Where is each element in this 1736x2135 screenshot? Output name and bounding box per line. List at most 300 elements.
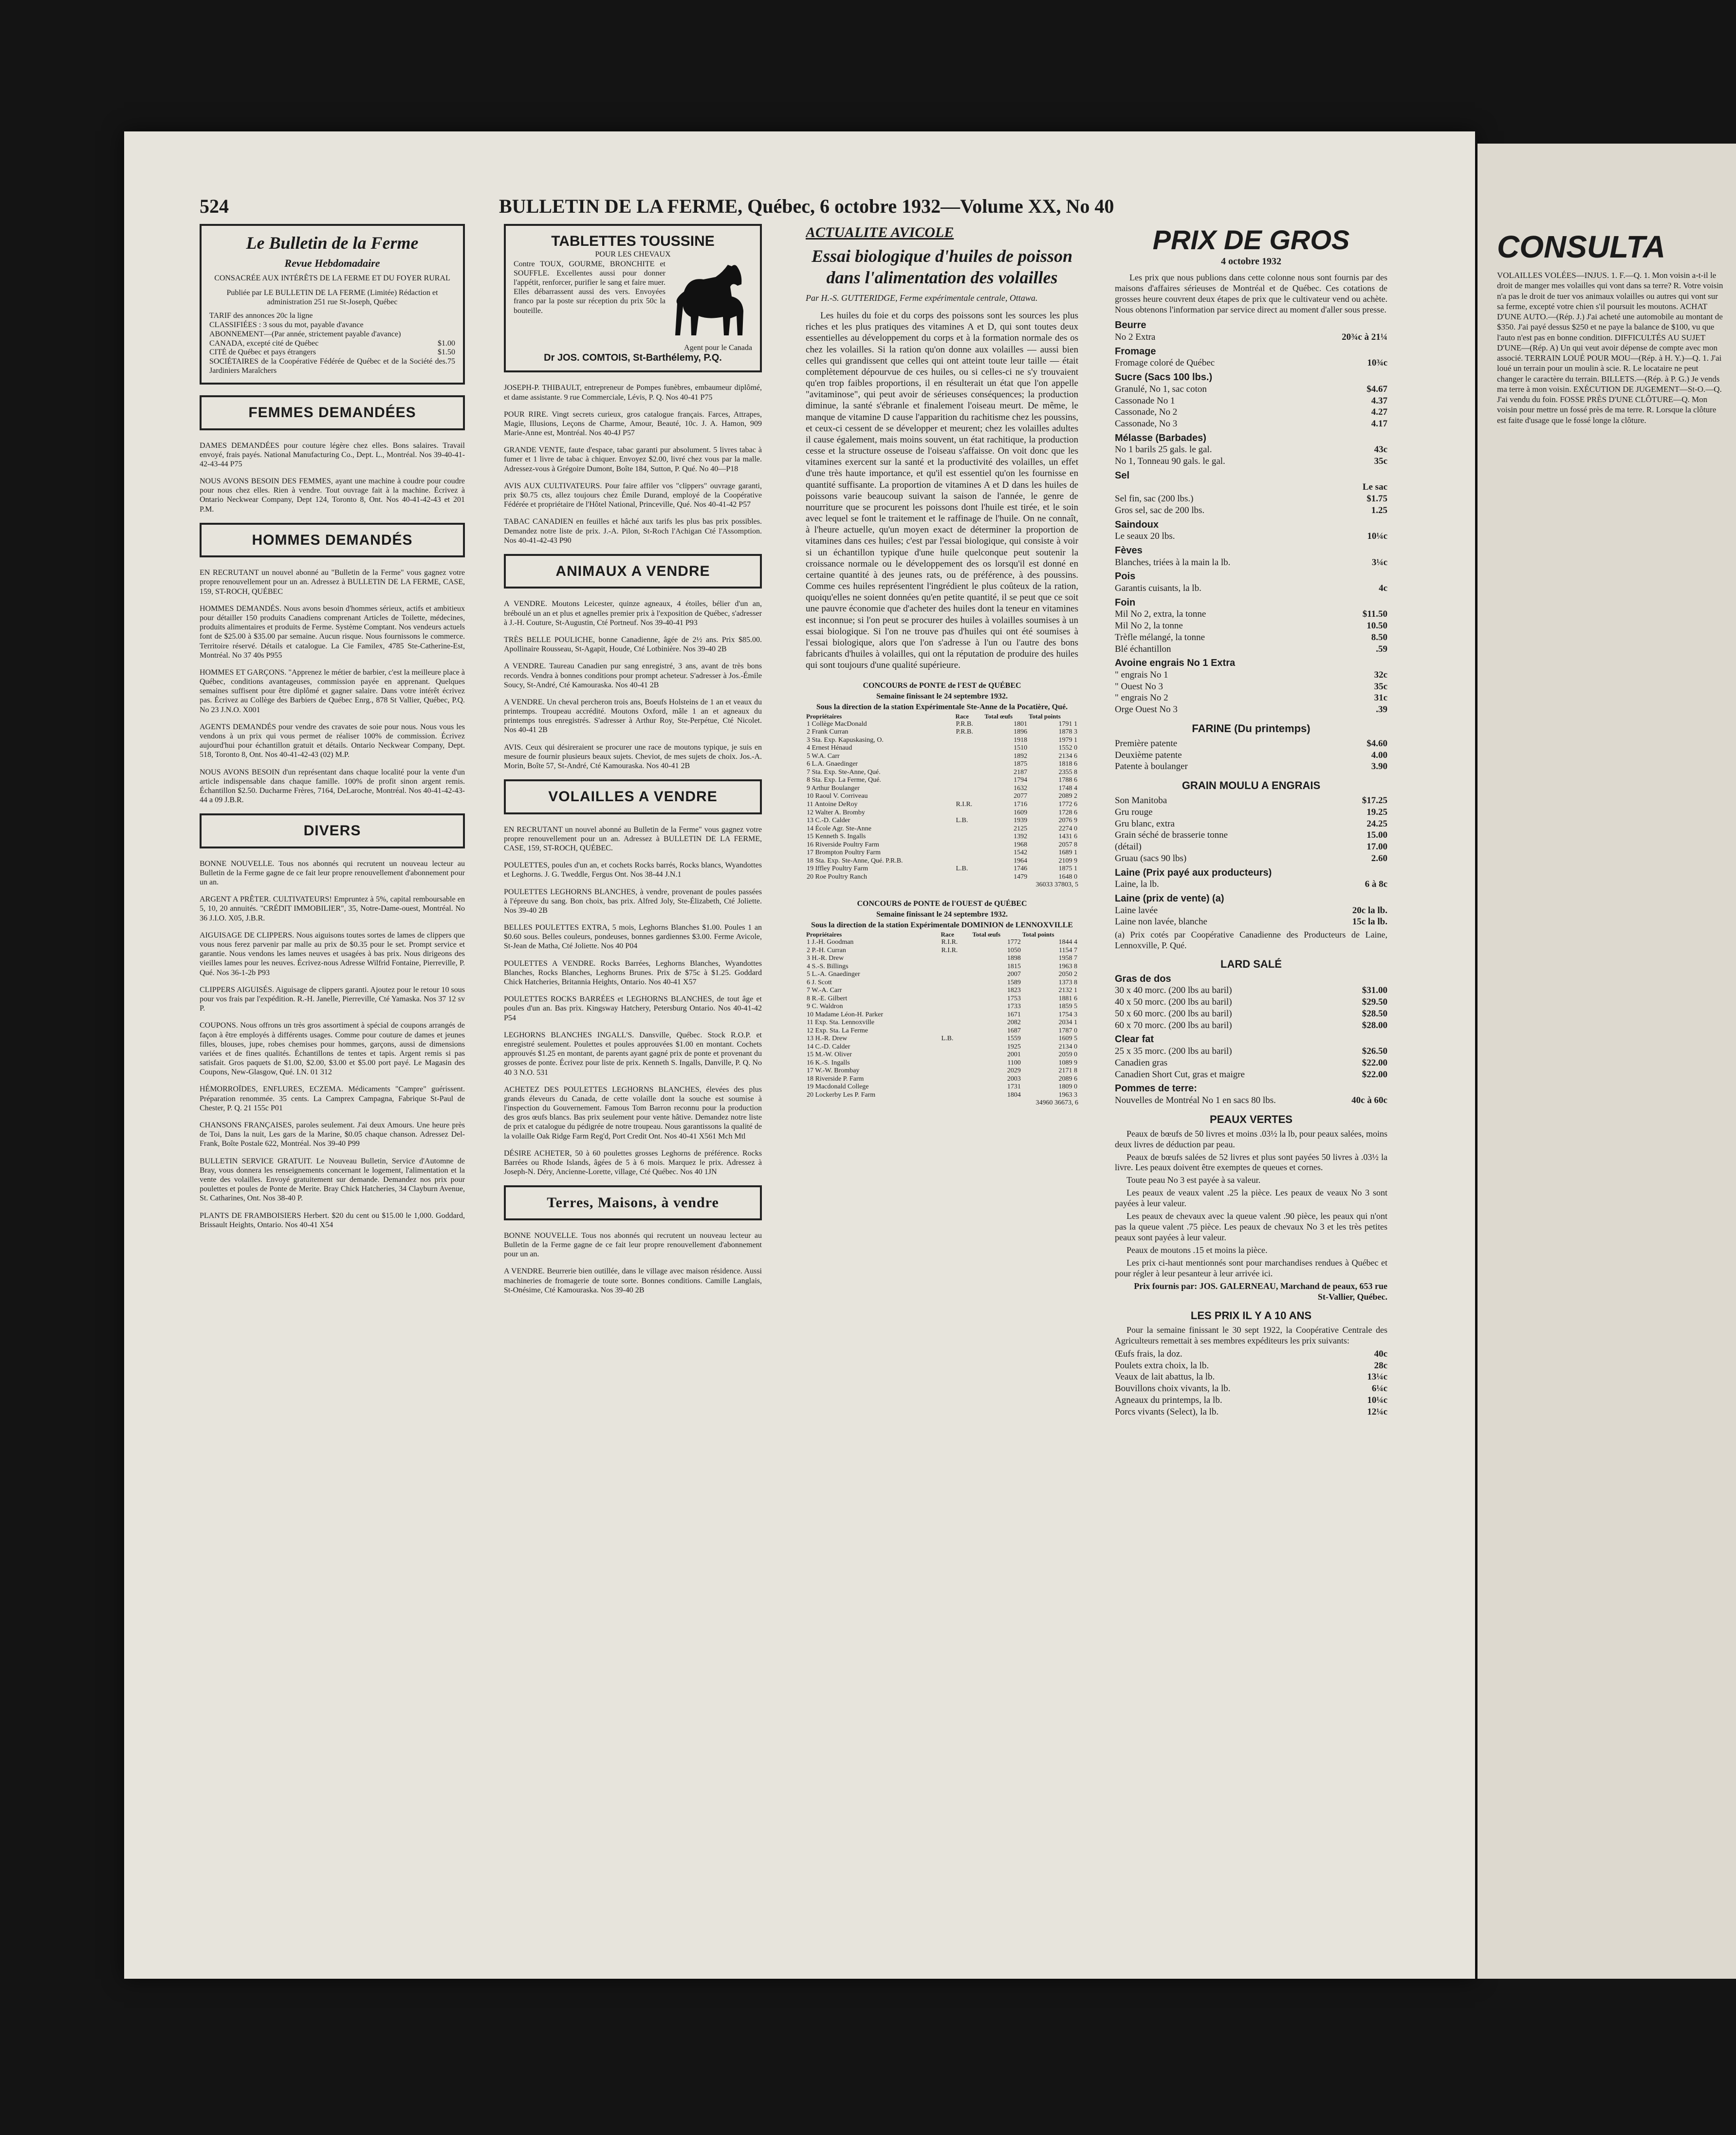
price-item: No 1 barils 25 gals. le gal.	[1115, 444, 1212, 455]
table-row	[806, 987, 1078, 995]
price-line	[1115, 829, 1387, 841]
table-cell: 2125	[1014, 825, 1028, 832]
table-row	[806, 1075, 1078, 1084]
column-header: Total œufs	[984, 712, 1013, 720]
table-row	[806, 809, 1078, 817]
lard-sub: Gras de dos	[1115, 973, 1171, 984]
table-cell	[940, 1091, 972, 1100]
classified-ad: TRÈS BELLE POULICHE, bonne Canadienne, âgée de 2½ ans. Prix $85.00. Apollinaire Rousseau, St-Agapit, Houde, Cté Lotbinière. Nos 39-40 2B	[504, 635, 762, 654]
table-cell	[940, 1051, 972, 1059]
classified-ad: BELLES POULETTES EXTRA, 5 mois, Leghorns Blanches $1.00. Poules 1 an $0.60 sous. Belles couleurs, pondeuses, bonnes gardiennes $3.00. Ferme Avicole, St-Jean de Matha, Cté Joliette. Nos 40 P04	[504, 923, 762, 951]
table-cell	[955, 825, 984, 833]
fournisseur: Prix fournis par: JOS. GALERNEAU, Marchand de peaux, 653 rue St-Vallier, Québec.	[1134, 1281, 1387, 1302]
table-cell	[955, 753, 984, 761]
table-cell	[940, 1003, 972, 1011]
table-cell	[955, 873, 984, 882]
lard-list	[1115, 985, 1387, 1031]
price-value: $4.60	[1367, 738, 1387, 749]
table-cell: 11 Exp. Sta. Lennoxville	[807, 1019, 875, 1027]
table-cell	[955, 792, 984, 801]
masthead-publisher: Publiée par LE BULLETIN DE LA FERME (Limitée) Rédaction et administration 251 rue St-Joseph, Québec	[226, 288, 438, 306]
price-category: Saindoux	[1115, 519, 1159, 530]
rate-label: TARIF des annonces 20c la ligne	[209, 311, 313, 320]
classified-ad: NOUS AVONS BESOIN d'un représentant dans chaque localité pour la vente d'un article indispensable dans chaque famille. 100% de profit sinon argent remis. Échantillon $2.50. Ducharme Frères, 7164, DeLaroche, Montréal. Nos 40-41-42-43-44 a 09 J.B.R.	[200, 768, 465, 805]
table-cell: 1753	[1007, 994, 1021, 1002]
price-item: Cassonade, No 3	[1115, 419, 1178, 429]
table-cell: 3 Sta. Exp. Kapuskasing, O.	[807, 736, 884, 744]
table-row	[806, 1027, 1078, 1035]
price-line	[1115, 1020, 1387, 1031]
table-row	[806, 769, 1078, 777]
price-item: Sel fin, sac (200 lbs.)	[1115, 494, 1194, 504]
price-line	[1115, 1046, 1387, 1057]
rate-row	[209, 330, 455, 339]
contest-ouest-table	[806, 930, 1078, 1100]
table-cell: 1878 3	[1058, 728, 1077, 736]
table-cell	[940, 1011, 972, 1019]
table-cell: 1794	[1014, 776, 1028, 784]
price-item: Agneaux du printemps, la lb.	[1115, 1395, 1222, 1405]
prix-intro: Les prix que nous publions dans cette colonne nous sont fournis par des maisons d'affaires sérieuses de Montréal et de Québec. Ces cotations de grosses heure couvrent deux étapes de prix que le cultivateur vend ou achète. Nous obtenons l'information par service direct au moment d'aller sous presse.	[1115, 272, 1387, 314]
price-line	[1115, 620, 1387, 632]
table-row	[806, 979, 1078, 987]
section-animaux: ANIMAUX A VENDRE	[504, 554, 762, 589]
table-cell: 20 Lockerby Les P. Farm	[807, 1091, 876, 1099]
article-kicker: ACTUALITE AVICOLE	[806, 224, 954, 240]
table-cell: 12 Walter A. Bromby	[807, 809, 865, 816]
price-value: 6 à 8c	[1365, 879, 1387, 890]
price-line	[1115, 505, 1387, 516]
table-row	[806, 744, 1078, 753]
running-title: BULLETIN DE LA FERME, Québec, 6 octobre 1932—Volume XX, No 40	[499, 195, 1114, 217]
table-cell: 2076 9	[1058, 817, 1077, 825]
section-volailles: VOLAILLES A VENDRE	[504, 779, 762, 814]
price-item: Gruau (sacs 90 lbs)	[1115, 853, 1187, 864]
price-category: Foin	[1115, 597, 1136, 608]
toussine-ad	[504, 224, 762, 372]
table-cell: 17 Brompton Poultry Farm	[807, 849, 881, 857]
table-row	[806, 817, 1078, 825]
column-1	[200, 224, 465, 1937]
price-category-items	[1115, 531, 1387, 542]
classified-ad: COUPONS. Nous offrons un très gros assortiment à spécial de coupons arrangés de façon à être employés à différents usages. Comme pour couture de dames et jeunes filles, blouses, jupe, robes chemises pour hommes, garçons, aussi de dimensions variées et de fines qualités. Échantillons de tentes et tapis. Argent remis si pas satisfait. Gros paquets de $1.00, $2.00, $3.00 et $5.00 port payé. Le Magasin des Coupons, New-Glasgow, Qué. I.N. 01 312	[200, 1021, 465, 1077]
price-item: " engrais No 2	[1115, 693, 1168, 703]
peaux-paragraph: Les peaux de veaux valent .25 la pièce. Les peaux de veaux No 3 sont payées à leur valeur.	[1115, 1188, 1387, 1209]
price-value: 12¼c	[1367, 1406, 1387, 1417]
table-cell: 9 C. Waldron	[807, 1003, 843, 1011]
classified-ad: POUR RIRE. Vingt secrets curieux, gros catalogue français. Farces, Attrapes, Magie, Illusions, Leçons de Charme, Amour, Beauté, 10c. J. A. Hamon, 909 Marie-Anne est, Montréal. Nos 40-4J P57	[504, 410, 762, 438]
contest-est-table	[806, 712, 1078, 882]
price-line	[1115, 704, 1387, 716]
table-cell: 1963 3	[1058, 1091, 1077, 1099]
table-cell	[940, 971, 972, 979]
contest-ouest-direction: Sous la direction de la station Expérimentale DOMINION de LENNOXVILLE	[811, 920, 1073, 929]
table-cell: 10 Madame Léon-H. Parker	[807, 1011, 884, 1018]
table-cell: 1801	[1014, 720, 1028, 728]
table-row	[806, 736, 1078, 745]
table-cell: 2355 8	[1058, 768, 1077, 776]
contest-ouest-title: CONCOURS de PONTE de l'OUEST de QUÉBEC	[857, 899, 1027, 908]
table-cell: 12 Exp. Sta. La Ferme	[807, 1027, 868, 1034]
price-value: $11.50	[1362, 609, 1387, 620]
laine-vente-title: Laine (prix de vente) (a)	[1115, 893, 1224, 904]
classified-ad: TABAC CANADIEN en feuilles et hâché aux tarifs les plus bas prix possibles. Demandez notre liste de prix. J.-A. Pilon, St-Roch l'Achigan Cté l'Assomption. Nos 40-41-42-43 P90	[504, 517, 762, 545]
price-value: 3.90	[1371, 761, 1387, 772]
table-cell: 13 H.-R. Drew	[807, 1035, 848, 1043]
table-row	[806, 776, 1078, 785]
price-value: 35c	[1374, 456, 1387, 467]
rate-row	[209, 312, 455, 321]
price-item: No 1, Tonneau 90 gals. le gal.	[1115, 456, 1225, 467]
price-line	[1115, 395, 1387, 407]
price-line	[1115, 985, 1387, 996]
article-title: Essai biologique d'huiles de poisson dans l'alimentation des volailles	[811, 246, 1073, 287]
price-line	[1115, 681, 1387, 693]
price-line	[1115, 1360, 1387, 1372]
price-line	[1115, 916, 1387, 928]
table-cell: P.R.B.	[956, 720, 973, 728]
rate-row	[209, 348, 455, 357]
price-line	[1115, 583, 1387, 594]
price-item: (détail)	[1115, 842, 1142, 852]
price-value: 43c	[1374, 444, 1387, 455]
price-line	[1115, 444, 1387, 456]
table-cell: 1 J.-H. Goodman	[807, 938, 854, 946]
price-category: Sucre (Sacs 100 lbs.)	[1115, 372, 1213, 383]
price-line	[1115, 493, 1387, 505]
rate-label: CLASSIFIÉES : 3 sous du mot, payable d'avance	[209, 320, 364, 329]
price-item: Gru blanc, extra	[1115, 818, 1175, 829]
table-cell	[955, 857, 984, 865]
table-cell: 3 H.-R. Drew	[807, 955, 844, 962]
rate-row	[209, 321, 455, 330]
price-value: 3¼c	[1371, 557, 1387, 568]
price-line	[1115, 692, 1387, 704]
table-cell: 1968	[1014, 841, 1028, 848]
table-cell: 2029	[1007, 1067, 1021, 1075]
table-cell: 4 Ernest Hénaud	[807, 744, 852, 752]
table-cell	[940, 1027, 972, 1035]
price-item: No 2 Extra	[1115, 332, 1156, 343]
table-cell: 1875	[1014, 760, 1028, 768]
price-value: $22.00	[1362, 1069, 1387, 1080]
section-femmes-demandees: FEMMES DEMANDÉES	[200, 395, 465, 430]
price-item: Blé échantillon	[1115, 644, 1171, 654]
column-header: Propriétaires	[806, 712, 842, 720]
table-cell: 17 W.-W. Brombay	[807, 1067, 860, 1075]
price-value: $28.00	[1362, 1020, 1387, 1031]
price-value: .59	[1376, 644, 1387, 654]
table-cell: 1100	[1007, 1059, 1021, 1067]
toussine-contact: Dr JOS. COMTOIS, St-Barthélemy, P.Q.	[544, 352, 722, 363]
price-item: Nouvelles de Montréal No 1 en sacs 80 lbs.	[1115, 1095, 1276, 1105]
price-category: Sel	[1115, 470, 1130, 481]
table-cell: 1 Collège MacDonald	[807, 720, 867, 728]
price-value: 4.37	[1371, 395, 1387, 406]
table-cell: 1958 7	[1058, 955, 1077, 962]
price-line	[1115, 357, 1387, 369]
column-header: Race	[941, 930, 954, 938]
column-4	[1115, 224, 1387, 1937]
table-row	[806, 1051, 1078, 1059]
table-row	[806, 849, 1078, 857]
classified-ad: JOSEPH-P. THIBAULT, entrepreneur de Pompes funèbres, embaumeur diplômé, et dame assistante. 9 rue Commerciale, Lévis, P. Q. Nos 40-41 P75	[504, 384, 762, 402]
price-value: 19.25	[1367, 807, 1387, 817]
price-item: 30 x 40 morc. (200 lbs au baril)	[1115, 985, 1232, 996]
price-line	[1115, 1095, 1387, 1106]
price-value: 15.00	[1367, 830, 1387, 841]
table-cell: 1671	[1007, 1011, 1021, 1018]
masthead-box	[200, 224, 465, 385]
table-cell: 18 Riverside P. Farm	[807, 1075, 864, 1083]
toussine-title: TABLETTES TOUSSINE	[551, 233, 715, 249]
table-cell: 8 Sta. Exp. La Ferme, Qué.	[807, 776, 881, 784]
table-cell: 9 Arthur Boulanger	[807, 784, 860, 792]
price-item: Mil No 2, la tonne	[1115, 621, 1183, 631]
price-item: " Ouest No 3	[1115, 681, 1163, 692]
table-row	[806, 760, 1078, 769]
table-cell: 1648 0	[1058, 873, 1077, 881]
table-cell: R.I.R.	[941, 946, 958, 954]
price-item: Orge Ouest No 3	[1115, 704, 1178, 715]
price-line	[1115, 841, 1387, 853]
table-cell: 1687	[1007, 1027, 1021, 1034]
section-divers: DIVERS	[200, 813, 465, 848]
table-cell: 6 J. Scott	[807, 978, 832, 986]
price-value: $29.50	[1362, 997, 1387, 1008]
classified-ad: DÉSIRE ACHETER, 50 à 60 poulettes grosses Leghorns de préférence. Rocks Barrées ou Rhode Islands, âgées de 5 à 6 mois. Marquez le prix. Adressez à Joseph-N. Déry, Ancienne-Lorette, village, Cté Québec. Nos 40 1JN	[504, 1149, 762, 1177]
pommes-list	[1115, 1095, 1387, 1106]
table-cell: 1542	[1014, 849, 1028, 857]
price-line	[1115, 669, 1387, 681]
price-category: Mélasse (Barbades)	[1115, 432, 1206, 443]
peaux-paragraph: Toute peau No 3 est payée à sa valeur.	[1127, 1175, 1261, 1185]
price-value: 4.00	[1371, 750, 1387, 760]
price-category-items	[1115, 357, 1387, 369]
price-value: $31.00	[1362, 985, 1387, 996]
lard-title: LARD SALÉ	[1220, 957, 1282, 970]
table-cell: 1589	[1007, 978, 1021, 986]
table-cell: R.I.R.	[941, 938, 958, 946]
classified-ad: HÉMORROÏDES, ENFLURES, ECZEMA. Médicaments "Campre" guérissent. Préparation renommée. 35 cents. La Camprex Campagna, Fabrique St-Paul de Chester, P. Q. 21 155c P01	[200, 1085, 465, 1112]
table-cell	[955, 776, 984, 785]
rate-label: CANADA, excepté cité de Québec	[209, 339, 319, 348]
table-cell: 1754 3	[1058, 1011, 1077, 1018]
prix-de-gros-title: PRIX DE GROS	[1152, 224, 1350, 255]
ads-animaux	[504, 599, 762, 771]
price-item: Canadien Short Cut, gras et maigre	[1115, 1069, 1245, 1080]
price-line	[1115, 557, 1387, 569]
classified-ad: CHANSONS FRANÇAISES, paroles seulement. J'ai deux Amours. Une heure près de Toi, Dans la nuit, Les gars de la Marine, $0.05 chaque chanson. Adressez Del-Frank, Boîte Postale 622, Montréal. Nos 39-40 P99	[200, 1121, 465, 1148]
price-item: Porcs vivants (Select), la lb.	[1115, 1406, 1219, 1417]
prix-10-ans-list	[1115, 1348, 1387, 1418]
price-line	[1115, 1406, 1387, 1418]
price-line	[1115, 531, 1387, 542]
table-cell: 1875 1	[1058, 865, 1077, 873]
table-cell: 2187	[1014, 768, 1028, 776]
table-cell: 1787 0	[1058, 1027, 1077, 1034]
price-value: .39	[1376, 704, 1387, 715]
table-cell: 19 Macdonald College	[807, 1083, 869, 1091]
price-category: Pois	[1115, 571, 1136, 582]
price-groups	[1115, 320, 1387, 715]
table-cell: 10 Raoul V. Corriveau	[807, 792, 868, 800]
table-row	[806, 971, 1078, 979]
price-item: Trèfle mélangé, la tonne	[1115, 632, 1205, 643]
peaux-paragraph: Les peaux de chevaux avec la queue valent .90 pièce, les peaux qui n'ont pas la queue valent .75 pièce. Les peaux de chevaux No 3 et les très petites peaux sont payées à leur valeur.	[1115, 1211, 1387, 1243]
price-item: Le seaux 20 lbs.	[1115, 531, 1175, 542]
price-item: Veaux de lait abattus, la lb.	[1115, 1372, 1215, 1382]
classified-ad: NOUS AVONS BESOIN DES FEMMES, ayant une machine à coudre pour coudre pour nous chez elles. Rien à vendre. Tout ouvrage fait à la machine. Écrivez à Ontario Neckwear Company, Dept 124, Toronto 8, Ont. Nos 40-41-42-43 et 201 P.M.	[200, 477, 465, 514]
table-cell	[940, 955, 972, 963]
price-line	[1115, 418, 1387, 430]
table-cell: 1964	[1014, 857, 1028, 865]
price-item: Son Manitoba	[1115, 795, 1167, 806]
table-cell: 1479	[1014, 873, 1028, 881]
table-cell: 1733	[1007, 1003, 1021, 1011]
table-cell: 2007	[1007, 971, 1021, 978]
table-cell: 2109 9	[1058, 857, 1077, 865]
table-cell	[955, 849, 984, 857]
table-row	[806, 963, 1078, 971]
price-value: 28c	[1374, 1360, 1387, 1371]
price-value: 10.50	[1367, 621, 1387, 631]
table-cell: 2034 1	[1058, 1019, 1077, 1027]
table-cell: 2171 8	[1058, 1067, 1077, 1075]
price-line	[1115, 761, 1387, 773]
classified-ad: POULETTES A VENDRE. Rocks Barrées, Leghorns Blanches, Wyandottes Blanches, Rocks Blanches, Leghorns Brunes. Prix de $75c à $1.25. Goddard Chick Hatcheries, Britannia Heights, Ontario. Nos 40-41 X57	[504, 959, 762, 987]
table-cell: 2077	[1014, 792, 1028, 800]
table-cell: 2089 6	[1058, 1075, 1077, 1083]
table-row	[806, 792, 1078, 801]
table-cell: 6 L.A. Gnaedinger	[807, 760, 858, 768]
table-cell	[955, 809, 984, 817]
table-cell: 16 K.-S. Ingalls	[807, 1059, 850, 1067]
toussine-agent: Agent pour le Canada	[684, 343, 752, 352]
table-cell: 1089 9	[1058, 1059, 1077, 1067]
peaux-paragraph: Les prix ci-haut mentionnés sont pour marchandises rendues à Québec et pour régler à leur pesanteur à leur arrivée ici.	[1115, 1258, 1387, 1279]
price-item: Blanches, triées à la main la lb.	[1115, 557, 1231, 568]
price-item: 25 x 35 morc. (200 lbs au baril)	[1115, 1046, 1232, 1057]
price-value: 40c	[1374, 1348, 1387, 1359]
price-line	[1115, 1069, 1387, 1081]
price-item: Laine, la lb.	[1115, 879, 1159, 890]
table-cell: 1731	[1007, 1083, 1021, 1091]
grain-title: GRAIN MOULU A ENGRAIS	[1182, 779, 1321, 792]
table-cell: 1728 6	[1058, 809, 1077, 816]
price-value: 4c	[1379, 583, 1387, 593]
table-cell: 1918	[1014, 736, 1028, 744]
table-cell: 8 R.-E. Gilbert	[807, 994, 848, 1002]
table-cell	[955, 833, 984, 841]
toussine-subtitle: POUR LES CHEVAUX	[595, 250, 671, 259]
table-cell: 19 Iffley Poultry Farm	[807, 865, 868, 873]
table-row	[806, 1091, 1078, 1100]
price-value: 32c	[1374, 669, 1387, 680]
table-cell: 11 Antoine DeRoy	[807, 800, 858, 808]
classified-ad: PLANTS DE FRAMBOISIERS Herbert. $20 du cent ou $15.00 le 1,000. Goddard, Brissault Heights, Ontario. Nos 40-41 X54	[200, 1211, 465, 1229]
peaux-paragraph: Peaux de bœufs de 50 livres et moins .03½ la lb, pour peaux salées, moins deux livres de déduction par peau.	[1115, 1128, 1387, 1149]
table-cell: 1979 1	[1058, 736, 1077, 744]
table-row	[806, 873, 1078, 882]
table-cell: 1559	[1007, 1035, 1021, 1043]
rate-label: CITÉ de Québec et pays étrangers	[209, 348, 316, 357]
table-cell: 20 Roe Poultry Ranch	[807, 873, 868, 881]
table-cell: 2 P.-H. Curran	[807, 946, 846, 954]
price-value: 10¼c	[1367, 531, 1387, 542]
table-cell: 2134 0	[1058, 1043, 1077, 1050]
table-cell: L.B.	[956, 817, 968, 825]
next-page-text: VOLAILLES VOLÉES—INJUS. 1. F.—Q. 1. Mon voisin a-t-il le droit de manger mes volailles qui vont dans sa terre? R. Votre voisin n'a pas le droit de tuer vos animaux volailles ou autres qui vont sur sa ferme, excepté votre chien s'il poursuit les moutons. ACHAT D'UNE AUTO.—(Rép. J.) J'ai acheté une automobile au montant de $350. J'ai payé dessus $250 et ne paye la balance de $100, vu que l'auto n'est pas en bonne condition. DIFFICULTÉS AU SUJET D'UNE—(Rép. A) Un qui veut avoir dépense de compte avec mon associé. TERRAIN LOUÉ POUR MOU—(Rép. à H. Y.)—Q. 1. J'ai loué un terrain pour un moulin à scie. R. Le locataire ne peut changer le caractère du terrain. BILLETS.—(Rép. à P. G.) Je vends ma terre à mon voisin. EXÉCUTION DE JUGEMENT—St-O.—Q. J'ai vendu du foin. FOSSE PRÈS D'UNE CLÔTURE—Q. Mon voisin pour mettre un fossé près de ma terre. R. Lorsque la clôture est faite d'usage que le fossé longe la clôture.	[1497, 271, 1723, 425]
column-3	[806, 224, 1078, 1937]
price-value: 20¾c à 21¼	[1342, 332, 1387, 343]
table-cell	[955, 785, 984, 793]
table-cell: 1632	[1014, 784, 1028, 792]
classified-ad: ACHETEZ DES POULETTES LEGHORNS BLANCHES, élevées des plus grands éleveurs du Canada, de cette volaille dont la souche est soumise à l'inspection du Gouvernement. Famous Tom Barron reconnu pour la production des gros œufs blancs. Bas prix seulement pour vente hâtive. Demandez notre liste de prix et catalogue du pédigrée de notre troupeau. Nous garantissons la qualité de la volaille Oak Ridge Farm Reg'd, Port Credit Ont. Nos 40-41 X561 Mch Mtl	[504, 1085, 762, 1141]
table-row	[806, 833, 1078, 841]
table-cell: 2059 0	[1058, 1051, 1077, 1059]
price-item: Poulets extra choix, la lb.	[1115, 1360, 1209, 1371]
subscription-rates	[209, 312, 455, 376]
table-cell	[955, 769, 984, 777]
table-cell: 1925	[1007, 1043, 1021, 1050]
price-item: Deuxième patente	[1115, 750, 1182, 760]
price-item: Cassonade, No 2	[1115, 407, 1178, 418]
classified-ad: AVIS. Ceux qui désireraient se procurer une race de moutons typique, je suis en mesure de fournir plusieurs beaux sujets. Cheviot, de mes sujets de choix. Jos.-A. Morin, Boîte 57, St-André, Cté Kamouraska. Nos 40-41 2B	[504, 743, 762, 770]
classified-ad: BONNE NOUVELLE. Tous nos abonnés qui recrutent un nouveau lecteur au Bulletin de la Ferme gagne de ce fait leur propre renouvellement d'abonnement pour un an.	[504, 1231, 762, 1259]
table-row	[806, 825, 1078, 833]
price-value: 31c	[1374, 693, 1387, 703]
classified-ad: HOMMES ET GARÇONS. "Apprenez le métier de barbier, c'est la meilleure place à Québec, conditions avantageuses, commission payée en apprenant. Quelques semaines suffisent pour être diplômé et gagner salaire. Dans votre intérêt écrivez pas. Écrivez au Collège des Barbiers de Québec Enrg., 878 St Vallier, Québec, P.Q. No 23 J.N.O. X001	[200, 668, 465, 714]
table-cell: 1818 6	[1058, 760, 1077, 768]
table-cell: 2089 2	[1058, 792, 1077, 800]
price-item: Gros sel, sac de 200 lbs.	[1115, 505, 1205, 515]
rate-row	[209, 339, 455, 349]
price-item: 50 x 60 morc. (200 lbs au baril)	[1115, 1008, 1232, 1019]
prix-10-ans-title: LES PRIX IL Y A 10 ANS	[1190, 1309, 1312, 1322]
price-value: 2.60	[1371, 853, 1387, 864]
table-cell: 2274 0	[1058, 825, 1077, 832]
peaux-text	[1115, 1129, 1387, 1279]
price-category-items	[1115, 608, 1387, 655]
price-item: Cassonade No 1	[1115, 395, 1175, 406]
contest-ouest-totals: 34960 36673, 6	[1035, 1099, 1078, 1107]
classified-ad: POULETTES ROCKS BARRÉES et LEGHORNS BLANCHES, de tout âge et poules d'un an. Bas prix. Kingsway Hatchery, Petersburg Ontario. Nos 40-41-42 P54	[504, 995, 762, 1022]
ads-col2-top	[504, 383, 762, 545]
table-row	[806, 1035, 1078, 1043]
price-item: Laine lavée	[1115, 905, 1158, 916]
classified-ad: POULETTES, poules d'un an, et cochets Rocks barrés, Rocks blancs, Wyandottes et Leghorns. J. G. Tweddle, Fergus Ont. Nos 38-44 J.N.1	[504, 861, 762, 879]
table-cell: 1689 1	[1058, 849, 1077, 857]
price-category: Avoine engrais No 1 Extra	[1115, 658, 1236, 669]
price-category-items	[1115, 669, 1387, 716]
table-row	[806, 720, 1078, 729]
next-page-fragment	[1477, 144, 1736, 1979]
newspaper-page	[124, 131, 1475, 1979]
farine-title: FARINE (Du printemps)	[1192, 722, 1311, 735]
price-value: 10¾c	[1367, 358, 1387, 368]
rate-label: ABONNEMENT—(Par année, strictement payable d'avance)	[209, 330, 401, 338]
classified-ad: AVIS AUX CULTIVATEURS. Pour faire affiler vos "clippers" ouvrage garanti, prix $0.75 cts, allez toujours chez Émile Durand, employé de la Coopérative Fédérée et propriétaire de l'Hôtel National, Princeville, Qué. Nos 40-41-42 P57	[504, 481, 762, 509]
table-cell: 16 Riverside Poultry Farm	[807, 841, 879, 848]
classified-ad: A VENDRE. Beurrerie bien outillée, dans le village avec maison résidence. Aussi machineries de fromagerie de toute sorte. Bonnes conditions. Camille Langlais, St-Onésime, Cté Kamouraska. Nos 39-40 2B	[504, 1267, 762, 1294]
column-header: Propriétaires	[806, 930, 842, 938]
prix-10-ans-intro: Pour la semaine finissant le 30 sept 1922, la Coopérative Centrale des Agriculteurs remettait à ses membres expéditeurs les prix suivants:	[1115, 1325, 1387, 1345]
section-terres: Terres, Maisons, à vendre	[504, 1185, 762, 1220]
rate-value: $1.50	[438, 348, 455, 357]
table-cell: 1809 0	[1058, 1083, 1077, 1091]
table-cell: 1892	[1014, 752, 1028, 760]
